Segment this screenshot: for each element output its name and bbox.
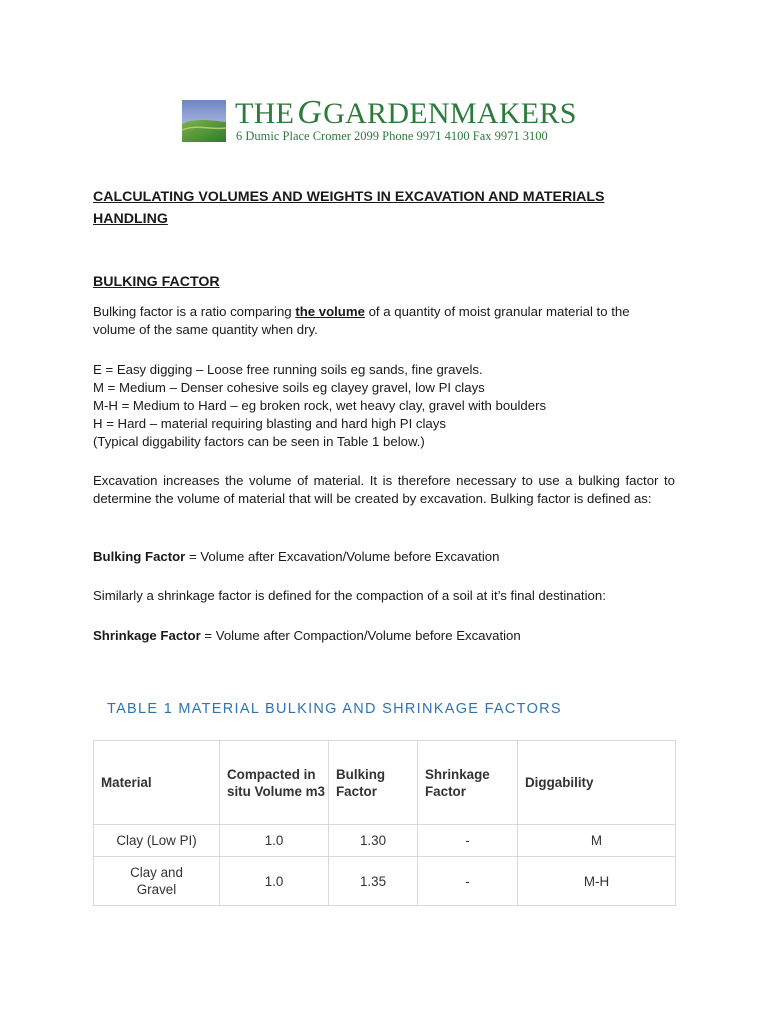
cell-diggability: M	[518, 825, 676, 857]
brand-word: GARDENMAKERS	[323, 97, 577, 130]
excavation-paragraph: Excavation increases the volume of material. It is therefore necessary to use a bulking factor to determine the volume of material that will be created by excavation. Bulking factor is defined as:	[93, 473, 675, 506]
cell-material: Clay (Low PI)	[94, 825, 220, 857]
table-row	[94, 857, 676, 906]
intro-paragraph	[93, 303, 675, 339]
company-address: 6 Dumic Place Cromer 2099 Phone 9971 4100 Fax 9971 3100	[236, 129, 548, 143]
diggability-line: (Typical diggability factors can be seen in Table 1 below.)	[93, 434, 425, 449]
shrinkage-formula: = Volume after Compaction/Volume before Excavation	[200, 628, 521, 643]
header-material: Material	[94, 741, 220, 825]
header-compacted: Compacted in situ Volume m3	[220, 741, 329, 825]
diggability-list	[93, 361, 675, 451]
cell-material: Clay and Gravel	[94, 857, 220, 906]
cell-shrinkage: -	[418, 857, 518, 906]
diggability-line: E = Easy digging – Loose free running soils eg sands, fine gravels.	[93, 362, 483, 377]
diggability-line: H = Hard – material requiring blasting and hard high PI clays	[93, 416, 446, 431]
table-header-row	[94, 741, 676, 825]
cell-compacted: 1.0	[220, 825, 329, 857]
document-title: CALCULATING VOLUMES AND WEIGHTS IN EXCAVATION AND MATERIALS HANDLING	[93, 189, 605, 227]
intro-emphasis: the volume	[295, 304, 365, 319]
header-bulking: Bulking Factor	[329, 741, 418, 825]
header-diggability: Diggability	[518, 741, 676, 825]
shrinkage-label: Shrinkage Factor	[93, 628, 201, 643]
cell-compacted: 1.0	[220, 857, 329, 906]
cell-shrinkage: -	[418, 825, 518, 857]
table-caption: TABLE 1 MATERIAL BULKING AND SHRINKAGE FACTORS	[107, 701, 562, 717]
table-row	[94, 825, 676, 857]
brand-swash: G	[297, 94, 323, 131]
material-table	[93, 740, 676, 906]
letterhead	[182, 94, 602, 146]
bulking-formula: = Volume after Excavation/Volume before Excavation	[185, 549, 500, 564]
shrinkage-definition	[93, 627, 675, 645]
intro-text-start: Bulking factor is a ratio comparing	[93, 304, 296, 319]
section-heading: BULKING FACTOR	[93, 274, 220, 290]
header-shrinkage: Shrinkage Factor	[418, 741, 518, 825]
cell-bulking: 1.30	[329, 825, 418, 857]
brand-the: THE	[235, 97, 295, 130]
cell-bulking: 1.35	[329, 857, 418, 906]
intro-text-end: of a quantity of moist granular material to the volume of the same quantity when dry.	[93, 304, 630, 337]
bulking-definition	[93, 548, 675, 566]
bulking-label: Bulking Factor	[93, 549, 186, 564]
shrinkage-intro: Similarly a shrinkage factor is defined for the compaction of a soil at it’s final destination:	[93, 588, 606, 603]
diggability-line: M = Medium – Denser cohesive soils eg clayey gravel, low PI clays	[93, 380, 485, 395]
landscape-logo-icon	[182, 100, 226, 142]
diggability-line: M-H = Medium to Hard – eg broken rock, wet heavy clay, gravel with boulders	[93, 398, 547, 413]
cell-diggability: M-H	[518, 857, 676, 906]
brand-name	[235, 96, 577, 131]
